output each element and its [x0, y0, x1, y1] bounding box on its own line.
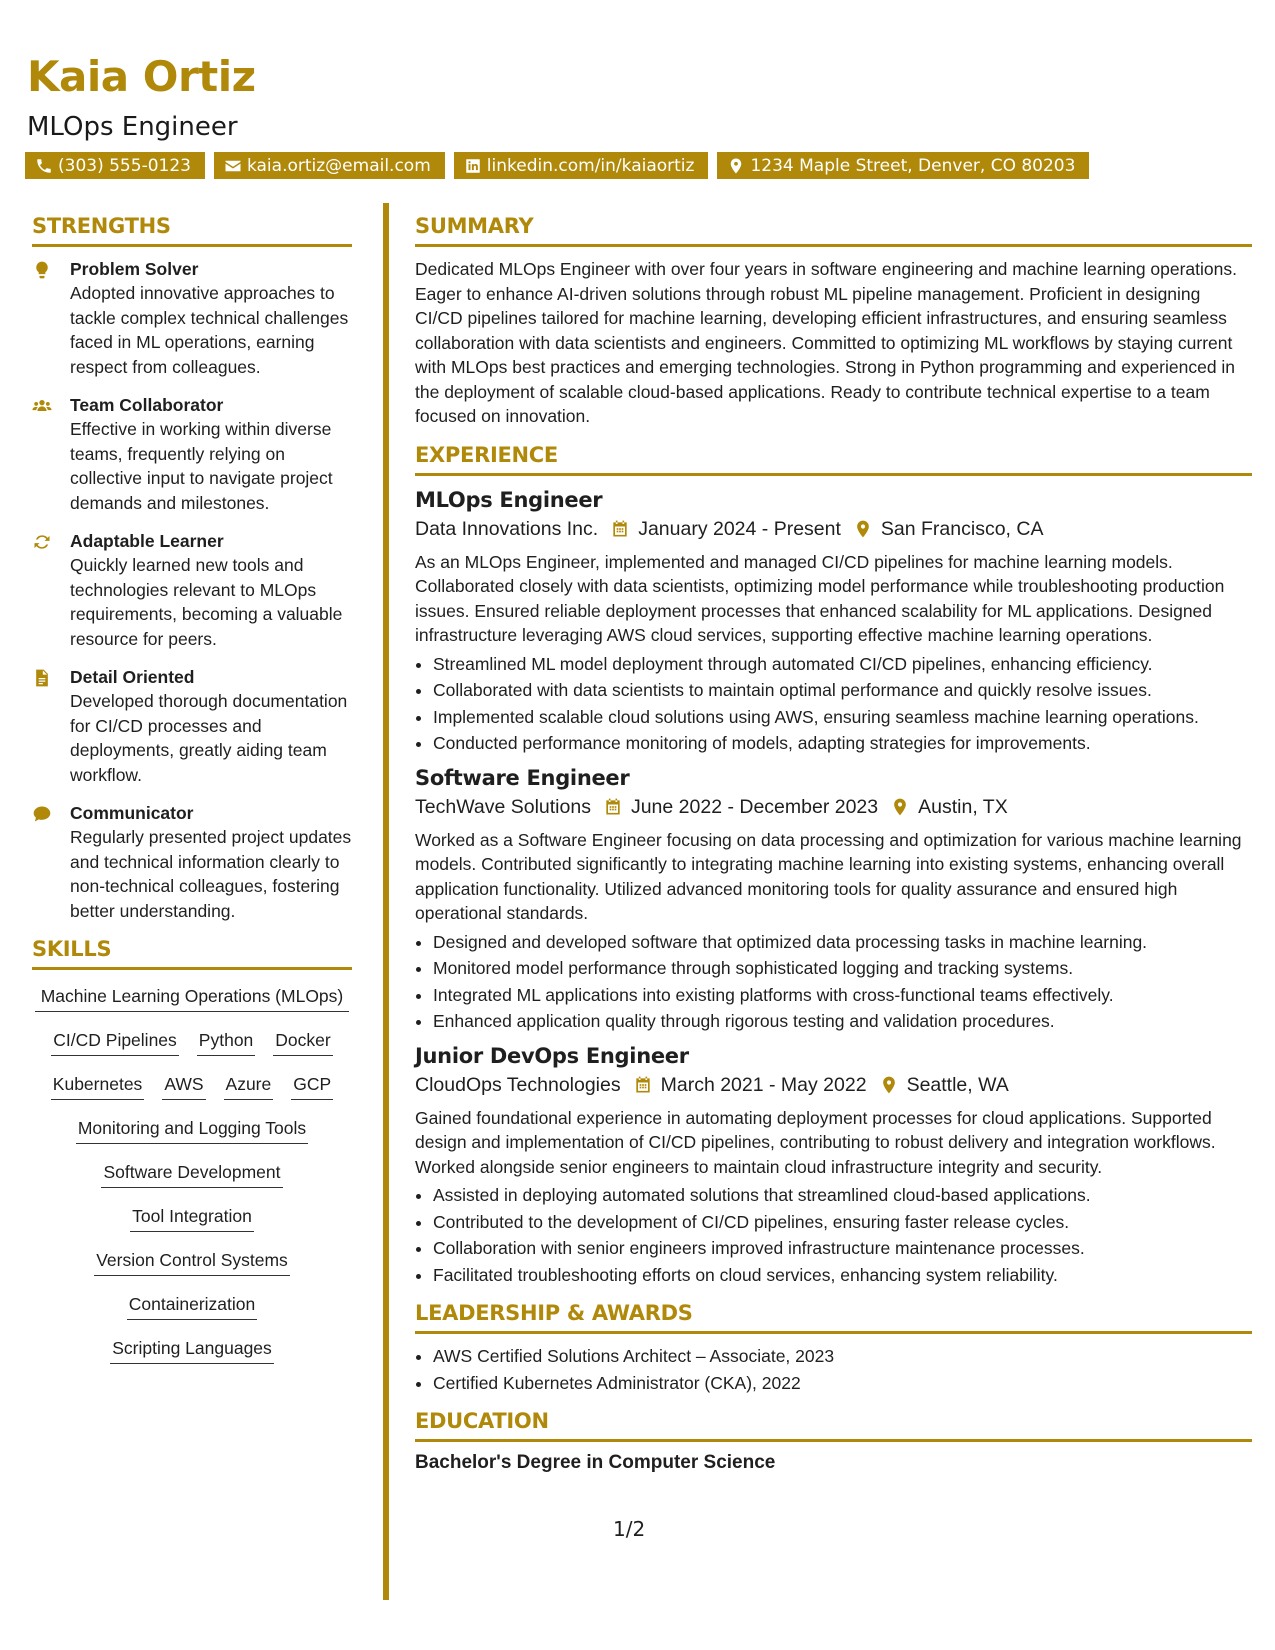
job-bullet: • Integrated ML applications into existing platforms with cross-functional teams effectively.	[433, 983, 1252, 1008]
strength-desc: Regularly presented project updates and technical information clearly to non-technical colleagues, fostering better understanding.	[70, 827, 352, 921]
job-entry	[415, 486, 1252, 756]
right-column	[415, 214, 1252, 1474]
job-bullet: • Enhanced application quality through rigorous testing and validation procedures.	[433, 1009, 1252, 1034]
job-entry	[415, 1042, 1252, 1288]
skill-tag: Machine Learning Operations (MLOps)	[35, 984, 349, 1012]
phone-icon	[35, 157, 53, 175]
job-bullet: • Collaboration with senior engineers improved infrastructure maintenance processes.	[433, 1236, 1252, 1261]
strength-item	[32, 393, 352, 515]
envelope-icon	[224, 157, 242, 175]
skill-tag: Containerization	[127, 1292, 257, 1320]
column-divider	[383, 203, 389, 1600]
strength-title: Detail Oriented	[70, 667, 195, 687]
job-title: Software Engineer	[415, 765, 630, 790]
address-text: 1234 Maple Street, Denver, CO 80203	[750, 155, 1076, 176]
job-company: TechWave Solutions	[415, 795, 591, 818]
job-dates: March 2021 - May 2022	[660, 1073, 867, 1096]
skill-tag: AWS	[162, 1072, 205, 1100]
job-bullet: • Designed and developed software that optimized data processing tasks in machine learning.	[433, 930, 1252, 955]
speech-bubble-icon	[32, 804, 52, 824]
job-bullet: • Contributed to the development of CI/CD pipelines, ensuring faster release cycles.	[433, 1210, 1252, 1235]
linkedin-icon	[464, 157, 482, 175]
education-heading: EDUCATION	[415, 1409, 1252, 1442]
email-text: kaia.ortiz@email.com	[246, 155, 431, 176]
job-bullet: • Monitored model performance through sophisticated logging and tracking systems.	[433, 956, 1252, 981]
job-dates: January 2024 - Present	[638, 517, 841, 540]
page-indicator: 1/2	[613, 1517, 646, 1541]
address-chip	[717, 152, 1089, 179]
strengths-heading: STRENGTHS	[32, 214, 352, 247]
job-title: MLOps Engineer	[415, 487, 603, 512]
job-bullet: • Implemented scalable cloud solutions using AWS, ensuring seamless machine learning operations.	[433, 705, 1252, 730]
strength-desc: Effective in working within diverse teams, frequently relying on collective input to navigate project demands and milestones.	[70, 419, 333, 513]
job-bullet: • Assisted in deploying automated solutions that streamlined cloud-based applications.	[433, 1183, 1252, 1208]
job-bullet: • Conducted performance monitoring of models, adapting strategies for improvements.	[433, 731, 1252, 756]
strength-title: Communicator	[70, 803, 194, 823]
skill-tag: Azure	[224, 1072, 274, 1100]
location-pin-icon	[727, 157, 745, 175]
lightbulb-icon	[32, 260, 52, 280]
strength-desc: Quickly learned new tools and technologies relevant to MLOps requirements, becoming a valuable resource for peers.	[70, 555, 343, 649]
job-meta	[415, 792, 1252, 822]
skill-tag: Python	[197, 1028, 255, 1056]
job-dates: June 2022 - December 2023	[630, 795, 879, 818]
strength-item	[32, 257, 352, 379]
strength-item	[32, 801, 352, 923]
candidate-name: Kaia Ortiz	[27, 52, 256, 101]
summary-heading: SUMMARY	[415, 214, 1252, 247]
strength-title: Adaptable Learner	[70, 531, 224, 551]
skill-tag: Tool Integration	[130, 1204, 254, 1232]
job-meta	[415, 514, 1252, 544]
summary-text: Dedicated MLOps Engineer with over four years in software engineering and machine learning operations. Eager to enhance AI-driven solutions through robust ML pipeline management. Proficient in designing CI/CD pipelines tailored for machine learning, developing efficient infrastructures, and ensuring seamless collaboration with data scientists and engineers. Committed to optimizing ML workflows by staying current with MLOps best practices and emerging technologies. Strong in Python programming and experienced in the deployment of scalable cloud-based applications. Ready to contribute technical expertise to a team focused on innovation.	[415, 259, 1237, 426]
job-description: Worked as a Software Engineer focusing on data processing and optimization for various machine learning models. Contributed significantly to integrating machine learning into existing systems, enhancing overall application functionality. Utilized advanced monitoring tools for quality assurance and ensured high operational standards.	[415, 829, 1242, 923]
strength-desc: Developed thorough documentation for CI/CD processes and deployments, greatly aiding team workflow.	[70, 691, 348, 785]
location-pin-icon	[879, 1075, 899, 1095]
award-item: • Certified Kubernetes Administrator (CKA), 2022	[433, 1371, 1252, 1396]
skill-tag: Monitoring and Logging Tools	[76, 1116, 308, 1144]
job-location: Seattle, WA	[906, 1073, 1009, 1096]
job-company: Data Innovations Inc.	[415, 517, 599, 540]
experience-heading: EXPERIENCE	[415, 443, 1252, 476]
job-title: Junior DevOps Engineer	[415, 1043, 689, 1068]
location-pin-icon	[890, 797, 910, 817]
skills-heading: SKILLS	[32, 937, 352, 970]
strength-item	[32, 529, 352, 651]
award-item: • AWS Certified Solutions Architect – Associate, 2023	[433, 1344, 1252, 1369]
document-icon	[32, 668, 52, 688]
linkedin-text: linkedin.com/in/kaiaortiz	[486, 155, 695, 176]
phone-chip[interactable]	[25, 152, 205, 179]
skill-tag: Software Development	[101, 1160, 282, 1188]
left-column	[32, 214, 352, 1380]
job-location: San Francisco, CA	[880, 517, 1044, 540]
skill-tag: Version Control Systems	[94, 1248, 290, 1276]
strength-title: Team Collaborator	[70, 395, 224, 415]
job-bullet: • Streamlined ML model deployment through automated CI/CD pipelines, enhancing efficiency.	[433, 652, 1252, 677]
phone-text: (303) 555-0123	[58, 155, 191, 176]
strength-desc: Adopted innovative approaches to tackle complex technical challenges faced in ML operations, earning respect from colleagues.	[70, 283, 349, 377]
job-meta	[415, 1070, 1252, 1100]
users-icon	[32, 396, 52, 416]
skill-tag: CI/CD Pipelines	[51, 1028, 179, 1056]
skill-tag: Kubernetes	[51, 1072, 145, 1100]
location-pin-icon	[853, 519, 873, 539]
skill-tag: Scripting Languages	[110, 1336, 274, 1364]
job-company: CloudOps Technologies	[415, 1073, 621, 1096]
leadership-heading: LEADERSHIP & AWARDS	[415, 1301, 1252, 1334]
candidate-role: MLOps Engineer	[27, 112, 238, 142]
calendar-icon	[610, 519, 630, 539]
job-entry	[415, 764, 1252, 1034]
linkedin-chip[interactable]	[454, 152, 709, 179]
skills-list	[32, 980, 352, 1364]
job-bullet: • Collaborated with data scientists to maintain optimal performance and quickly resolve issues.	[433, 678, 1252, 703]
job-description: Gained foundational experience in automating deployment processes for cloud applications. Supported design and implementation of CI/CD pipelines, contributing to robust delivery and integration workflows. Worked alongside senior engineers to maintain cloud infrastructure integrity and security.	[415, 1107, 1216, 1177]
sync-icon	[32, 532, 52, 552]
skill-tag: GCP	[291, 1072, 333, 1100]
strength-title: Problem Solver	[70, 259, 199, 279]
job-bullet: • Facilitated troubleshooting efforts on cloud services, enhancing system reliability.	[433, 1263, 1252, 1288]
contact-bar	[25, 152, 1089, 179]
calendar-icon	[603, 797, 623, 817]
job-description: As an MLOps Engineer, implemented and managed CI/CD pipelines for machine learning models. Collaborated closely with data scientists, optimizing model performance while troubleshooting production issues. Ensured reliable deployment processes that enhanced scalability for ML applications. Designed infrastructure leveraging AWS cloud services, supporting effective machine learning operations.	[415, 551, 1225, 645]
education-degree: Bachelor's Degree in Computer Science	[415, 1452, 776, 1473]
strength-item	[32, 665, 352, 787]
calendar-icon	[633, 1075, 653, 1095]
email-chip[interactable]	[214, 152, 445, 179]
skill-tag: Docker	[273, 1028, 332, 1056]
job-location: Austin, TX	[918, 795, 1008, 818]
